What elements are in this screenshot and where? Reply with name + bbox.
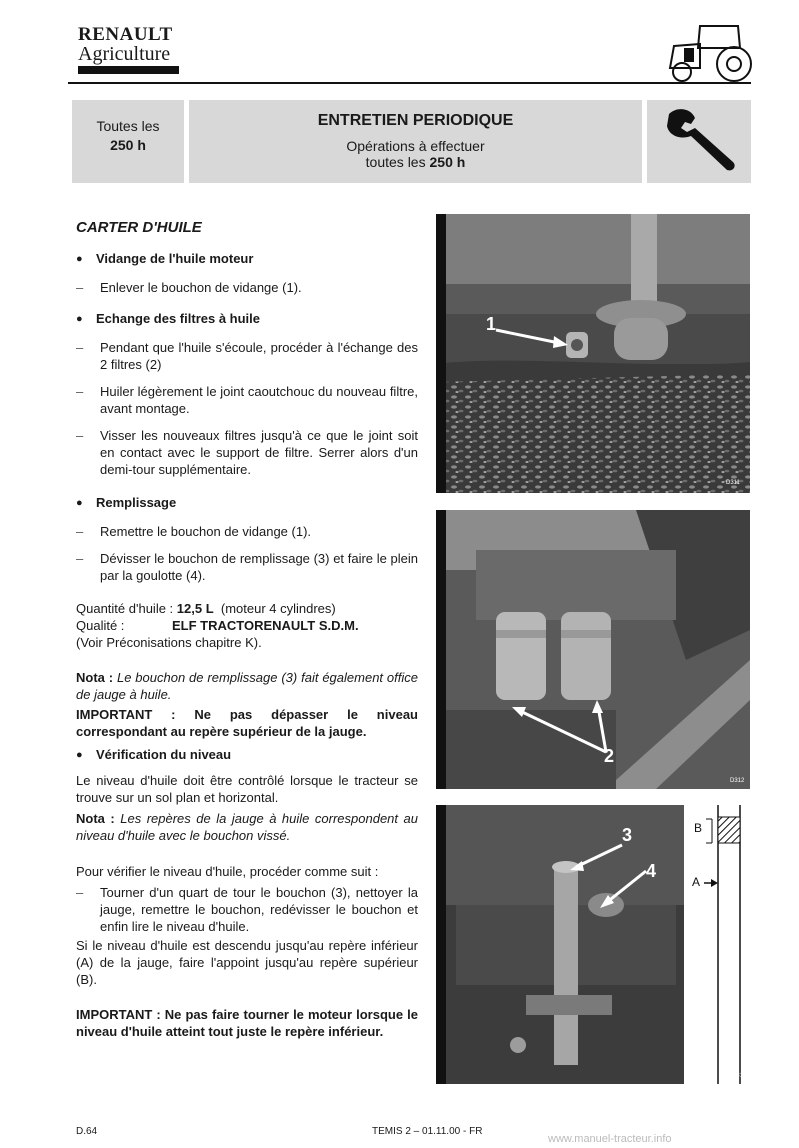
callout-3: 3 — [622, 825, 633, 845]
fill-step-1: – Remettre le bouchon de vidange (1). — [76, 523, 418, 540]
wrench-icon — [647, 100, 751, 183]
gauge-label-b: B — [694, 821, 703, 835]
drain-step: – Enlever le bouchon de vidange (1). — [76, 279, 418, 296]
fill-step-2: – Dévisser le bouchon de remplissage (3) et faire le plein par la goulotte (4). — [76, 550, 418, 584]
subtitle-prefix: toutes les — [365, 154, 430, 170]
photo-code-2: D312 — [730, 778, 745, 784]
drain-heading: ● Vidange de l'huile moteur — [76, 250, 418, 268]
interval-value: 250 h — [110, 137, 146, 153]
section-title: CARTER D'HUILE — [76, 219, 202, 236]
document-reference: TEMIS 2 – 01.11.00 - FR — [372, 1126, 483, 1137]
photo-oil-filters — [436, 510, 750, 789]
header-rule — [68, 82, 751, 84]
page-subtitle — [189, 138, 642, 170]
brand-subtitle: Agriculture — [78, 43, 171, 65]
subtitle-line1: Opérations à effectuer — [346, 138, 485, 154]
level-text: Le niveau d'huile doit être contrôlé lorsque le tracteur se trouve sur un sol plan et horizontal. — [76, 773, 418, 805]
callout-2: 2 — [604, 746, 615, 766]
filters-step-2: – Huiler légèrement le joint caoutchouc du nouveau filtre, avant montage. — [76, 383, 418, 417]
brand-name: RENAULT — [78, 24, 173, 45]
page-number: D.64 — [76, 1126, 98, 1137]
check-after: Si le niveau d'huile est descendu jusqu'au repère inférieur (A) de la jauge, faire l'appoint jusqu'au repère supérieur (B). — [76, 938, 418, 987]
photo-code-3: D313 — [732, 1073, 747, 1079]
nota-1 — [76, 669, 418, 703]
page-title: ENTRETIEN PERIODIQUE — [317, 112, 514, 129]
nota2-label: Nota : — [76, 811, 121, 826]
check-step: – Tourner d'un quart de tour le bouchon (3), nettoyer la jauge, remettre le bouchon, redévisser le bouchon et enfin lire le niveau d'huile. — [76, 884, 418, 935]
tractor-icon — [660, 18, 754, 84]
fill-heading: ● Remplissage — [76, 494, 418, 512]
qty-note: (moteur 4 cylindres) — [213, 601, 336, 616]
text-column — [76, 250, 418, 1040]
filters-heading: ● Echange des filtres à huile — [76, 310, 418, 328]
oil-quantity — [76, 600, 418, 617]
filters-step-1: – Pendant que l'huile s'écoule, procéder à l'échange des 2 filtres (2) — [76, 339, 418, 373]
callout-1: 1 — [486, 314, 497, 334]
subtitle-hours: 250 h — [429, 154, 466, 170]
gauge-label-a: A — [692, 875, 701, 889]
oil-quality — [76, 617, 418, 634]
nota-2 — [76, 810, 418, 844]
nota1-label: Nota : — [76, 670, 117, 685]
callout-2-arrows — [436, 510, 750, 789]
title-box — [189, 100, 642, 183]
wrench-box — [647, 100, 751, 183]
photo-code-1: D311 — [726, 480, 740, 486]
qty-value: 12,5 L — [176, 601, 214, 616]
filters-step-3: – Visser les nouveaux filtres jusqu'à ce que le joint soit en contact avec le support de filtre. Serrer alors d'un demi-tour supplémentaire. — [76, 427, 418, 478]
qty-label: Quantité d'huile : — [76, 601, 177, 616]
watermark: www.manuel-tracteur.info — [548, 1133, 672, 1145]
check-intro: Pour vérifier le niveau d'huile, procéder comme suit : — [76, 864, 379, 879]
nota1-text: Le bouchon de remplissage (3) fait également office de jauge à huile. — [76, 670, 418, 702]
callout-1-arrow — [436, 214, 750, 493]
subtitle-line2 — [189, 154, 642, 170]
quality-value: ELF TRACTORENAULT S.D.M. — [172, 618, 359, 633]
interval-label: Toutes les — [96, 118, 160, 134]
photo-filler — [436, 805, 750, 1084]
brand-bar — [78, 66, 179, 74]
quality-reference: (Voir Préconisations chapitre K). — [76, 635, 262, 650]
dipstick-diagram — [684, 805, 750, 1084]
important-2: IMPORTANT : Ne pas faire tourner le moteur lorsque le niveau d'huile atteint tout juste le repère inférieur. — [76, 1007, 418, 1039]
callout-4: 4 — [646, 861, 657, 881]
quality-label: Qualité : — [76, 618, 125, 633]
nota2-text: Les repères de la jauge à huile correspondent au niveau d'huile avec le bouchon vissé. — [76, 811, 418, 843]
photo-drain-plug — [436, 214, 750, 493]
important-1: IMPORTANT : Ne pas dépasser le niveau correspondant au repère supérieur de la jauge. — [76, 707, 418, 739]
level-heading: ● Vérification du niveau — [76, 746, 418, 764]
interval-box — [72, 100, 184, 183]
